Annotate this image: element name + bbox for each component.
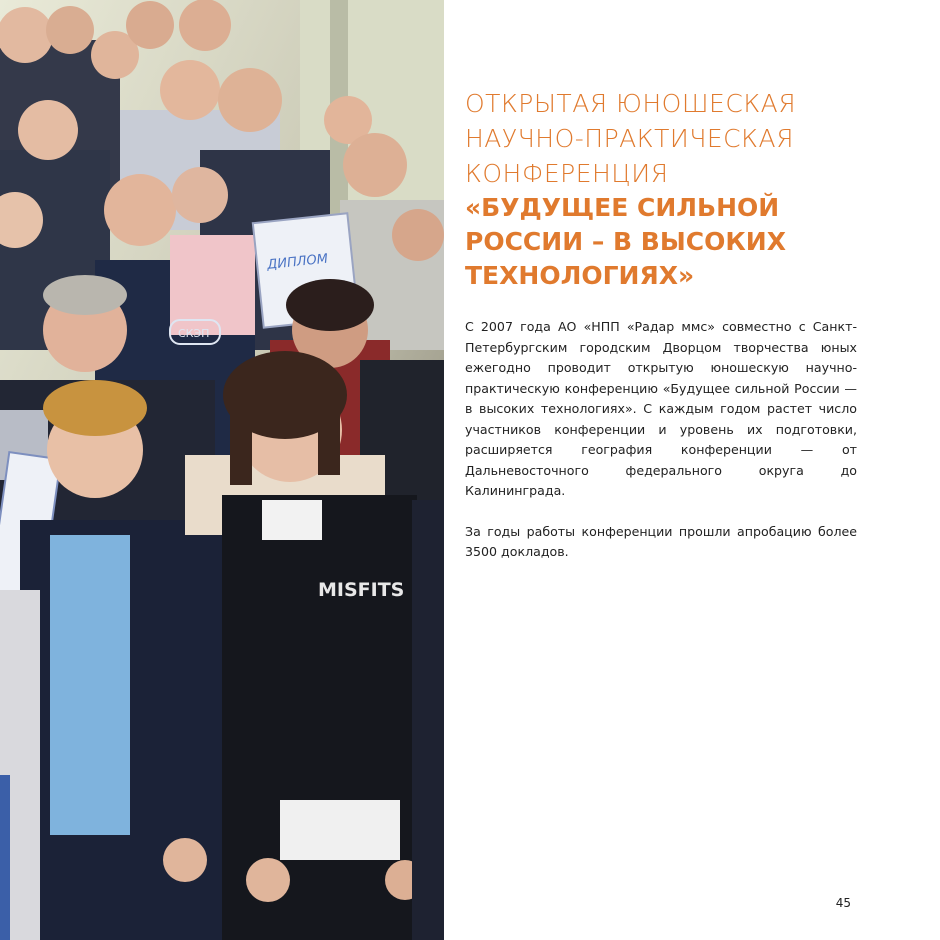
page-number: 45	[835, 896, 851, 910]
diploma-text: ДИПЛОМ	[266, 251, 329, 273]
article-title	[465, 86, 857, 293]
body-paragraph-2: За годы работы конференции прошли апробацию более 3500 докладов.	[465, 523, 857, 559]
title-bold-line-2: РОССИИ – В ВЫСОКИХ	[465, 227, 786, 256]
title-bold-line-1: «БУДУЩЕЕ СИЛЬНОЙ	[465, 193, 780, 222]
hoodie-print	[318, 579, 404, 601]
title-bold-line-3: ТЕХНОЛОГИЯХ»	[465, 261, 695, 290]
group-photo	[0, 0, 444, 940]
body-paragraph-1: С 2007 года АО «НПП «Радар ммс» совместно с Санкт-Петербургским городским Дворцом творчества юных ежегодно проводит открытую юношескую научно-практическую конференцию «Будущее сильной России — в высоких технологиях». С каждым годом растет число участников конференции и уровень их подготовки, расширяется география конференции — от Дальневосточного федерального округа до Калининграда.	[465, 319, 857, 498]
svg-text:СКЭП: СКЭП	[178, 327, 210, 340]
article-text-column	[465, 86, 857, 563]
title-light-line-1: ОТКРЫТАЯ ЮНОШЕСКАЯ	[465, 89, 797, 118]
title-light-line-3: КОНФЕРЕНЦИЯ	[465, 159, 669, 188]
svg-text:MISFITS: MISFITS	[318, 579, 405, 601]
title-light-line-2: НАУЧНО-ПРАКТИЧЕСКАЯ	[465, 124, 794, 153]
